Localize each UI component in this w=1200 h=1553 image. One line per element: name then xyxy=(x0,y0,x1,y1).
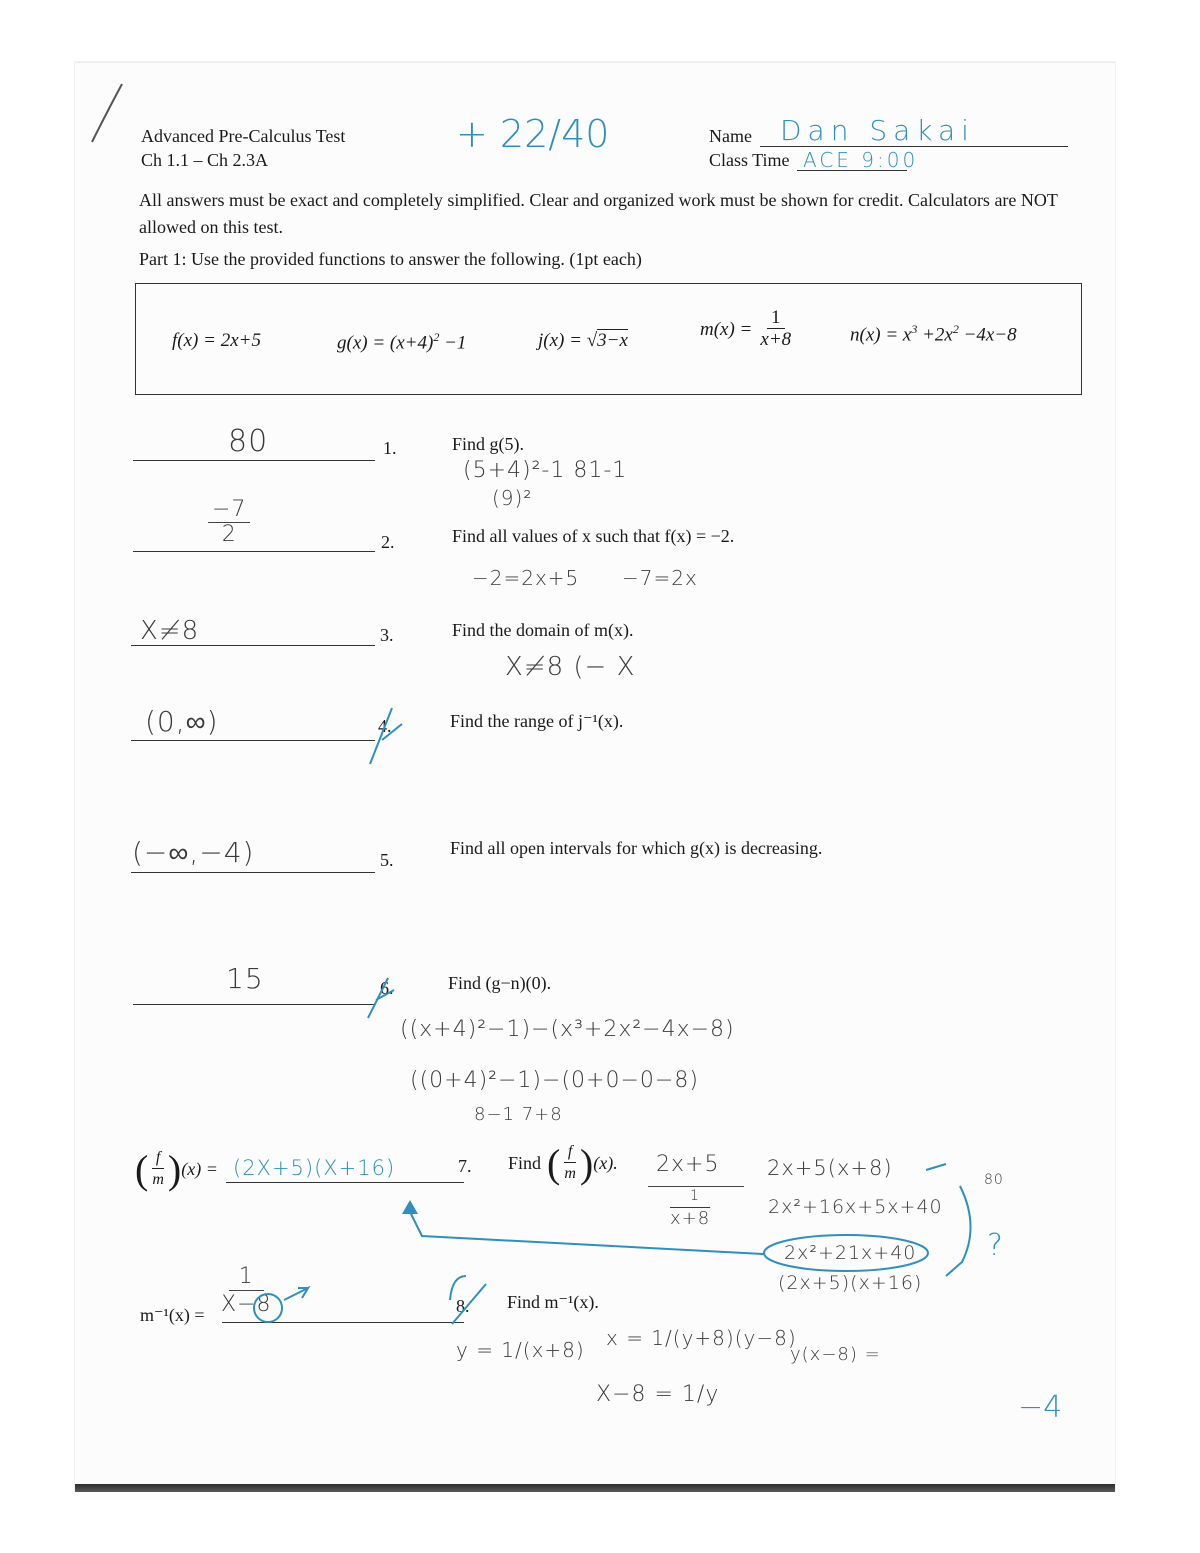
circle-simplified xyxy=(764,1235,928,1271)
grade-mark: + 22/40 xyxy=(456,112,610,156)
scan-mark xyxy=(92,84,122,142)
question-number-7: 7. xyxy=(458,1156,472,1176)
margin-question-mark: ? xyxy=(987,1228,1004,1263)
question-number-4: 4. xyxy=(378,716,392,736)
question-prompt-3: Find the domain of m(x). xyxy=(452,620,634,640)
check-mark-6 xyxy=(368,978,394,1018)
function-m: m(x) = $\frac{1}{x+8}$ xyxy=(700,307,792,350)
work-7-right-2: 2x²+16x+5x+40 xyxy=(768,1196,943,1218)
question-prompt-2: Find all values of x such that f(x) = −2. xyxy=(452,526,735,546)
name-label: Name xyxy=(709,126,752,146)
question-prompt-5: Find all open intervals for which g(x) is decreasing. xyxy=(450,838,823,858)
work-6-line-1: ((x+4)²−1)−(x³+2x²−4x−8) xyxy=(400,1017,735,1042)
work-6-line-3: 8−1 7+8 xyxy=(474,1104,563,1125)
function-f: f(x) = 2x+5 xyxy=(172,330,261,351)
answer-4: (0,∞) xyxy=(145,705,219,738)
question-prompt-7: Find ( $\frac{f}{m}$ ) (x). xyxy=(508,1140,618,1186)
circle-minus-eight xyxy=(254,1294,282,1322)
chapter-range: Ch 1.1 – Ch 2.3A xyxy=(141,150,269,170)
arrow-minus-eight xyxy=(284,1288,308,1300)
check-mark-8 xyxy=(450,1276,486,1324)
question-number-2: 2. xyxy=(381,532,395,552)
class-time-value: ACE 9:00 xyxy=(803,148,919,172)
work-1-line-2: (9)² xyxy=(492,486,533,510)
function-g: $g(x) = (x+4)^2 -1$ xyxy=(337,330,467,354)
work-7-denominator-den: x+8 xyxy=(670,1208,711,1229)
work-7-numerator: 2x+5 xyxy=(656,1152,720,1177)
function-j: j(x) = √3−x xyxy=(538,330,628,351)
instructions: All answers must be exact and completely simplified. Clear and organized work must be shown for credit. Calculators are NOT allowed on this test. xyxy=(139,190,1058,237)
course-title: Advanced Pre-Calculus Test xyxy=(141,126,346,146)
question-prompt-4: Find the range of j⁻¹(x). xyxy=(450,711,624,731)
arrow-to-answer-7 xyxy=(410,1212,764,1254)
bracket-q7 xyxy=(926,1164,971,1276)
question-number-3: 3. xyxy=(380,625,394,645)
deduction-mark: −4 xyxy=(1018,1390,1063,1425)
answer-label-7: ( $\frac{f}{m}$ ) (x) = xyxy=(135,1146,218,1192)
work-7-right-1: 2x+5(x+8) xyxy=(767,1156,893,1180)
work-2-line-1: −2=2x+5 xyxy=(472,566,580,590)
work-1-line-1: (5+4)²-1 81-1 xyxy=(463,458,628,483)
work-7-denominator-num: 1 xyxy=(690,1188,700,1204)
answer-3: X≠8 xyxy=(140,616,200,646)
work-7-right-3: 2x²+21x+40 xyxy=(784,1242,917,1264)
question-number-6: 6. xyxy=(380,978,394,998)
part-heading: Part 1: Use the provided functions to answer the following. (1pt each) xyxy=(139,249,642,269)
class-time-label: Class Time xyxy=(709,150,790,170)
work-8-line-4: y(x−8) = xyxy=(790,1344,881,1365)
student-name: Dan Sakai xyxy=(780,114,975,147)
question-prompt-6: Find (g−n)(0). xyxy=(448,973,552,993)
work-8-line-1: y = 1/(x+8) xyxy=(456,1338,585,1362)
answer-2: −7 2 xyxy=(208,498,250,547)
question-number-8: 8. xyxy=(456,1296,470,1316)
question-prompt-8: Find m⁻¹(x). xyxy=(507,1292,599,1312)
answer-1: 80 xyxy=(228,424,269,459)
work-2-line-2: −7=2x xyxy=(622,566,698,590)
work-7-right-4: (2x+5)(x+16) xyxy=(778,1272,923,1294)
answer-7: (2X+5)(X+16) xyxy=(233,1156,396,1180)
question-prompt-1: Find g(5). xyxy=(452,434,524,454)
function-n: $n(x) = x^3 +2x^2 -4x-8$ xyxy=(850,322,1017,346)
margin-scratch: 80 xyxy=(984,1172,1004,1188)
answer-6: 15 xyxy=(226,962,264,995)
arrow-head-7 xyxy=(402,1200,418,1214)
work-8-line-3: X−8 = 1/y xyxy=(596,1382,720,1407)
answer-5: (−∞,−4) xyxy=(132,836,255,869)
question-number-1: 1. xyxy=(383,438,397,458)
answer-label-8: m⁻¹(x) = xyxy=(140,1305,205,1325)
work-8-line-2: x = 1/(y+8)(y−8) xyxy=(606,1326,797,1350)
work-3-line-1: X≠8 (− X xyxy=(505,652,636,682)
work-6-line-2: ((0+4)²−1)−(0+0−0−8) xyxy=(410,1068,699,1093)
answer-8: 1 X−8 xyxy=(221,1264,272,1317)
question-number-5: 5. xyxy=(380,850,394,870)
check-mark-4 xyxy=(370,708,402,764)
